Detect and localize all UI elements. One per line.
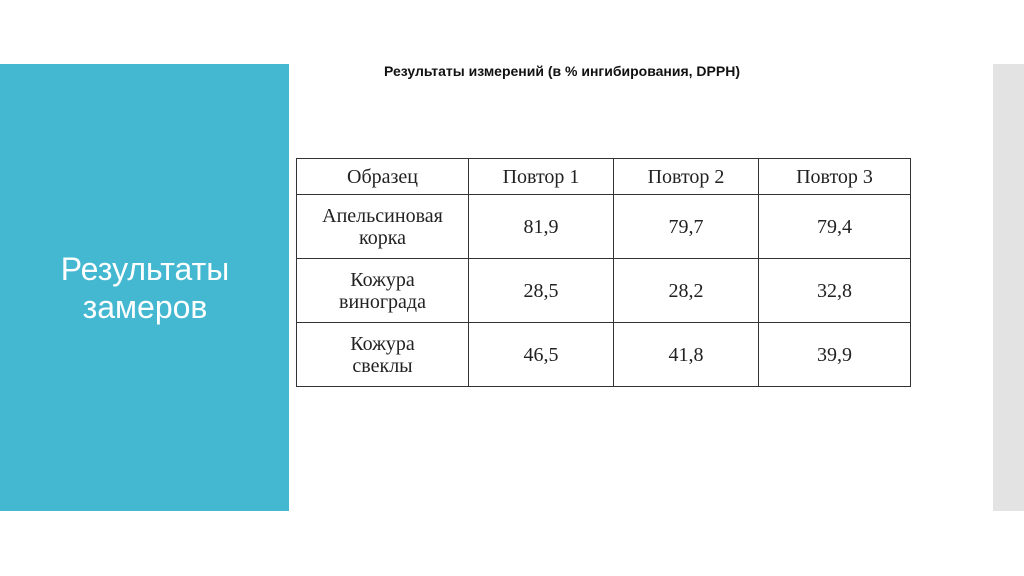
side-strip: [993, 64, 1024, 511]
results-table: [296, 158, 911, 387]
value-cell: 41,8: [614, 323, 759, 387]
value-cell: 28,5: [469, 259, 614, 323]
header-sample: Образец: [297, 159, 469, 195]
header-row: [297, 159, 911, 195]
header-repeat-1: Повтор 1: [469, 159, 614, 195]
slide-title: Результаты замеров: [60, 250, 230, 325]
value-cell: 28,2: [614, 259, 759, 323]
value-cell: 39,9: [759, 323, 911, 387]
header-repeat-3: Повтор 3: [759, 159, 911, 195]
table-row: [297, 195, 911, 259]
value-cell: 46,5: [469, 323, 614, 387]
table-row: [297, 259, 911, 323]
value-cell: 79,7: [614, 195, 759, 259]
sample-name: Кожура свеклы: [297, 323, 469, 387]
table-heading: Результаты измерений (в % ингибирования, DPPH): [384, 63, 740, 79]
header-repeat-2: Повтор 2: [614, 159, 759, 195]
title-panel: [0, 64, 289, 511]
value-cell: 32,8: [759, 259, 911, 323]
sample-name: Кожура винограда: [297, 259, 469, 323]
value-cell: 81,9: [469, 195, 614, 259]
sample-name: Апельсиновая корка: [297, 195, 469, 259]
value-cell: 79,4: [759, 195, 911, 259]
table-row: [297, 323, 911, 387]
